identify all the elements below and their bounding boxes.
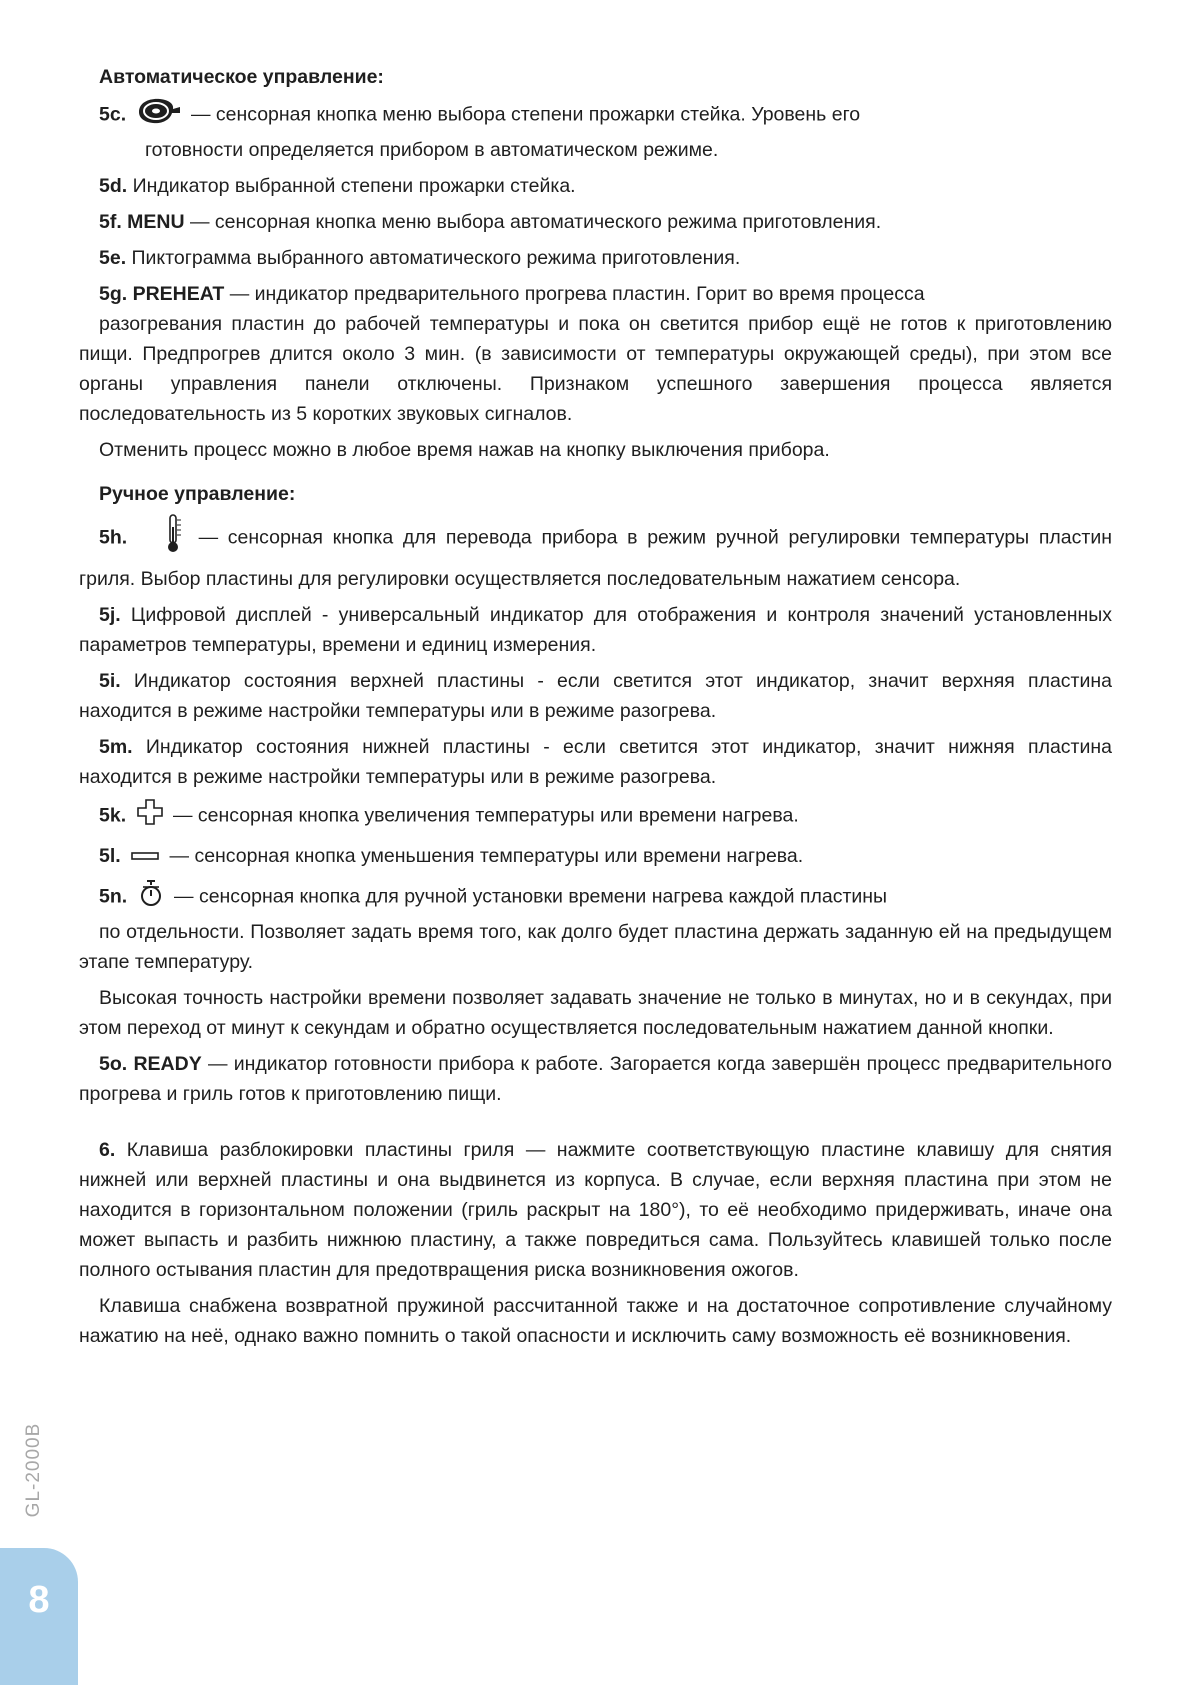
item-5m-text: Индикатор состояния нижней пластины - если светится этот индикатор, значит нижняя пластина находится в режиме настройки температуры или в режиме разогрева. [79, 736, 1112, 788]
item-5g-code: 5g. PREHEAT [99, 283, 225, 305]
item-5n-cont: по отдельности. Позволяет задать время того, как долго будет пластина держать заданную ей на предыдущем этапе температуру. [79, 920, 1112, 973]
thermometer-icon [141, 513, 185, 564]
item-5m-code: 5m. [99, 736, 133, 758]
item-5o [79, 1049, 1112, 1109]
manual-heading: Ручное управление: [99, 483, 296, 505]
item-5d-code: 5d. [99, 175, 128, 197]
steak-icon [136, 96, 182, 135]
section-6-code: 6. [99, 1138, 116, 1161]
item-5d [79, 171, 1112, 201]
item-5k-text: — сенсорная кнопка увеличения температуры или времени нагрева. [167, 804, 799, 827]
item-5o-code: 5o. READY [99, 1052, 202, 1075]
item-5c [79, 96, 1112, 165]
item-5n-code: 5n. [99, 885, 128, 908]
item-5e-text: Пиктограмма выбранного автоматического режима приготовления. [126, 247, 741, 269]
item-5e [79, 243, 1112, 273]
item-5f-text: — сенсорная кнопка меню выбора автоматического режима приготовления. [184, 211, 882, 233]
page-number-tab [0, 1548, 78, 1685]
item-5j-text: Цифровой дисплей - универсальный индикатор для отображения и контроля значений установленных параметров температуры, времени и единиц измерения. [79, 604, 1112, 656]
item-5i-text: Индикатор состояния верхней пластины - если светится этот индикатор, значит верхняя пластина находится в режиме настройки температуры или в режиме разогрева. [79, 670, 1112, 722]
item-5e-code: 5e. [99, 247, 127, 269]
item-5i [79, 666, 1112, 726]
page-content [79, 62, 1112, 1351]
item-5g-cont: разогревания пластин до рабочей температуры и пока он светится прибор ещё не готов к приготовлению пищи. Предпрогрев длится около 3 мин. (в зависимости от температуры окружающей среды), при этом все органы управления панели отключены. Признаком успешного завершения процесса является последовательность из 5 коротких звуковых сигналов. [79, 313, 1112, 425]
model-label: GL-2000B [23, 1422, 44, 1518]
auto-heading: Автоматическое управление: [99, 66, 384, 88]
timer-icon [137, 878, 165, 917]
item-5i-code: 5i. [99, 670, 121, 692]
section-6-spring-note: Клавиша снабжена возвратной пружиной рассчитанной также и на достаточное сопротивление случайному нажатию на неё, однако важно помнить о такой опасности и исключить саму возможность её возникновения. [79, 1294, 1112, 1347]
item-5l-code: 5l. [99, 845, 121, 867]
precision-note: Высокая точность настройки времени позволяет задавать значение не только в минутах, но и в секундах, при этом переход от минут к секундам и обратно осуществляется последовательным нажатием данной кнопки. [79, 986, 1112, 1039]
item-5c-text: — сенсорная кнопка меню выбора степени прожарки стейка. Уровень его [185, 103, 861, 126]
item-5j-code: 5j. [99, 604, 121, 626]
minus-icon [130, 842, 160, 872]
item-5h-text: — сенсорная кнопка для перевода прибора в режим ручной регулировки температуры пластин гриля. Выбор пластины для регулировки осуществляется последовательным нажатием сенсора. [79, 526, 1112, 590]
item-5o-text: — индикатор готовности прибора к работе. Загорается когда завершён процесс предварительного прогрева и гриль готов к приготовлению пищи. [79, 1052, 1112, 1105]
item-5h [79, 513, 1112, 594]
auto-cancel-note: Отменить процесс можно в любое время нажав на кнопку выключения прибора. [99, 439, 830, 461]
item-5n [79, 878, 1112, 917]
item-5f-code: 5f. MENU [99, 211, 185, 233]
item-5l [79, 841, 1112, 872]
item-5k [79, 798, 1112, 835]
plus-icon [136, 798, 164, 835]
item-5h-code: 5h. [99, 526, 128, 549]
item-5f [79, 207, 1112, 237]
item-5g [79, 279, 1112, 309]
item-5n-text: — сенсорная кнопка для ручной установки времени нагрева каждой пластины [168, 885, 888, 908]
item-5k-code: 5k. [99, 804, 127, 827]
item-5m [79, 732, 1112, 792]
section-6-text: Клавиша разблокировки пластины гриля — нажмите соответствующую пластине клавишу для снятия нижней или верхней пластины и она выдвинется из корпуса. В случае, если верхняя пластина при этом не находится в горизонтальном положении (гриль раскрыт на 180°), то её необходимо придерживать, иначе она может выпасть и разбить нижнюю пластину, а также повредиться сама. Пользуйтесь клавишей только после полного остывания пластин для предотвращения риска возникновения ожогов. [79, 1138, 1112, 1281]
item-5c-code: 5c. [99, 103, 127, 126]
section-6 [79, 1135, 1112, 1285]
item-5g-text: — индикатор предварительного прогрева пластин. Горит во время процесса [224, 283, 925, 305]
page-number: 8 [28, 1579, 50, 1621]
item-5l-text: — сенсорная кнопка уменьшения температуры или времени нагрева. [164, 845, 804, 867]
item-5c-cont: готовности определяется прибором в автоматическом режиме. [145, 139, 719, 161]
item-5j [79, 600, 1112, 660]
item-5d-text: Индикатор выбранной степени прожарки стейка. [127, 175, 576, 197]
